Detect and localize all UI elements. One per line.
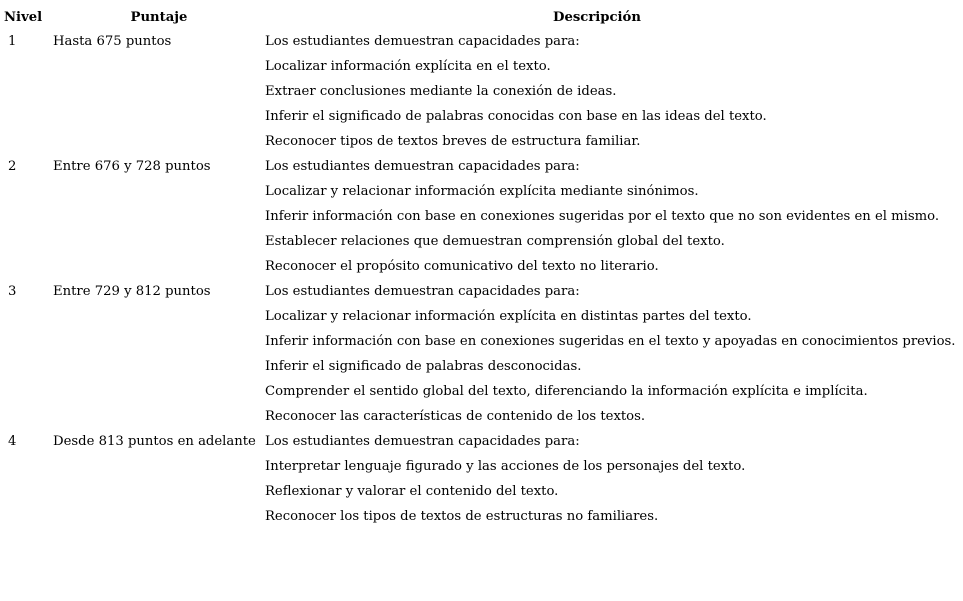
header-row: [0, 7, 963, 29]
table-row: [0, 304, 963, 329]
header-nivel: Nivel: [4, 10, 43, 25]
cell-nivel: [0, 479, 53, 504]
cell-puntaje: [53, 379, 265, 404]
cell-nivel: 4: [8, 434, 17, 449]
cell-nivel: [0, 504, 53, 529]
table-row: [0, 204, 963, 229]
table-row: [0, 454, 963, 479]
table-row: [0, 404, 963, 429]
cell-nivel: [0, 329, 53, 354]
table-row: [0, 379, 963, 404]
cell-nivel: [0, 54, 53, 79]
cell-descripcion: Los estudiantes demuestran capacidades para:: [265, 34, 580, 49]
cell-descripcion: Inferir información con base en conexiones sugeridas por el texto que no son evidentes en el mismo.: [265, 209, 940, 224]
cell-puntaje: [53, 54, 265, 79]
table-row: [0, 54, 963, 79]
cell-puntaje: [53, 179, 265, 204]
cell-descripcion: Reflexionar y valorar el contenido del texto.: [265, 484, 559, 499]
table-row: [0, 329, 963, 354]
cell-nivel: [0, 304, 53, 329]
cell-puntaje: Entre 676 y 728 puntos: [53, 159, 211, 174]
cell-descripcion: Inferir información con base en conexiones sugeridas en el texto y apoyadas en conocimientos previos.: [265, 334, 956, 349]
cell-descripcion: Localizar información explícita en el texto.: [265, 59, 551, 74]
table-row: [0, 504, 963, 529]
cell-descripcion: Inferir el significado de palabras conocidas con base en las ideas del texto.: [265, 109, 767, 124]
cell-puntaje: [53, 104, 265, 129]
cell-descripcion: Extraer conclusiones mediante la conexión de ideas.: [265, 84, 617, 99]
table-row: [0, 79, 963, 104]
cell-nivel: [0, 204, 53, 229]
cell-puntaje: Hasta 675 puntos: [53, 34, 172, 49]
cell-puntaje: [53, 229, 265, 254]
cell-descripcion: Reconocer tipos de textos breves de estructura familiar.: [265, 134, 641, 149]
table-row: [0, 104, 963, 129]
cell-puntaje: [53, 504, 265, 529]
cell-descripcion: Reconocer los tipos de textos de estructuras no familiares.: [265, 509, 659, 524]
table-row: [0, 179, 963, 204]
cell-nivel: [0, 129, 53, 154]
cell-puntaje: [53, 204, 265, 229]
cell-puntaje: [53, 404, 265, 429]
cell-descripcion: Los estudiantes demuestran capacidades para:: [265, 434, 580, 449]
table-row: [0, 279, 963, 304]
cell-descripcion: Reconocer las características de contenido de los textos.: [265, 409, 646, 424]
table-row: [0, 154, 963, 179]
cell-nivel: [0, 79, 53, 104]
cell-nivel: 2: [8, 159, 17, 174]
cell-puntaje: [53, 129, 265, 154]
table-row: [0, 229, 963, 254]
table-row: [0, 429, 963, 454]
table-row: [0, 479, 963, 504]
header-descripcion: Descripción: [553, 10, 641, 25]
cell-nivel: [0, 379, 53, 404]
cell-puntaje: [53, 454, 265, 479]
cell-puntaje: [53, 254, 265, 279]
cell-nivel: [0, 229, 53, 254]
cell-descripcion: Los estudiantes demuestran capacidades para:: [265, 284, 580, 299]
cell-descripcion: Establecer relaciones que demuestran comprensión global del texto.: [265, 234, 725, 249]
cell-nivel: 1: [8, 34, 17, 49]
cell-descripcion: Localizar y relacionar información explícita mediante sinónimos.: [265, 184, 699, 199]
table-row: [0, 254, 963, 279]
cell-nivel: 3: [8, 284, 17, 299]
cell-puntaje: [53, 354, 265, 379]
table-body: [0, 29, 963, 529]
cell-nivel: [0, 454, 53, 479]
cell-nivel: [0, 254, 53, 279]
cell-descripcion: Interpretar lenguaje figurado y las acciones de los personajes del texto.: [265, 459, 746, 474]
cell-puntaje: [53, 304, 265, 329]
cell-puntaje: [53, 479, 265, 504]
table-row: [0, 129, 963, 154]
cell-nivel: [0, 404, 53, 429]
cell-descripcion: Reconocer el propósito comunicativo del texto no literario.: [265, 259, 659, 274]
levels-table: [0, 7, 963, 529]
cell-descripcion: Localizar y relacionar información explícita en distintas partes del texto.: [265, 309, 752, 324]
table-row: [0, 29, 963, 54]
cell-descripcion: Los estudiantes demuestran capacidades para:: [265, 159, 580, 174]
cell-puntaje: Entre 729 y 812 puntos: [53, 284, 211, 299]
cell-descripcion: Inferir el significado de palabras desconocidas.: [265, 359, 582, 374]
cell-nivel: [0, 179, 53, 204]
cell-descripcion: Comprender el sentido global del texto, diferenciando la información explícita e implícita.: [265, 384, 868, 399]
header-puntaje: Puntaje: [130, 10, 188, 25]
cell-puntaje: [53, 329, 265, 354]
cell-nivel: [0, 104, 53, 129]
cell-puntaje: [53, 79, 265, 104]
table-row: [0, 354, 963, 379]
cell-nivel: [0, 354, 53, 379]
cell-puntaje: Desde 813 puntos en adelante: [53, 434, 256, 449]
